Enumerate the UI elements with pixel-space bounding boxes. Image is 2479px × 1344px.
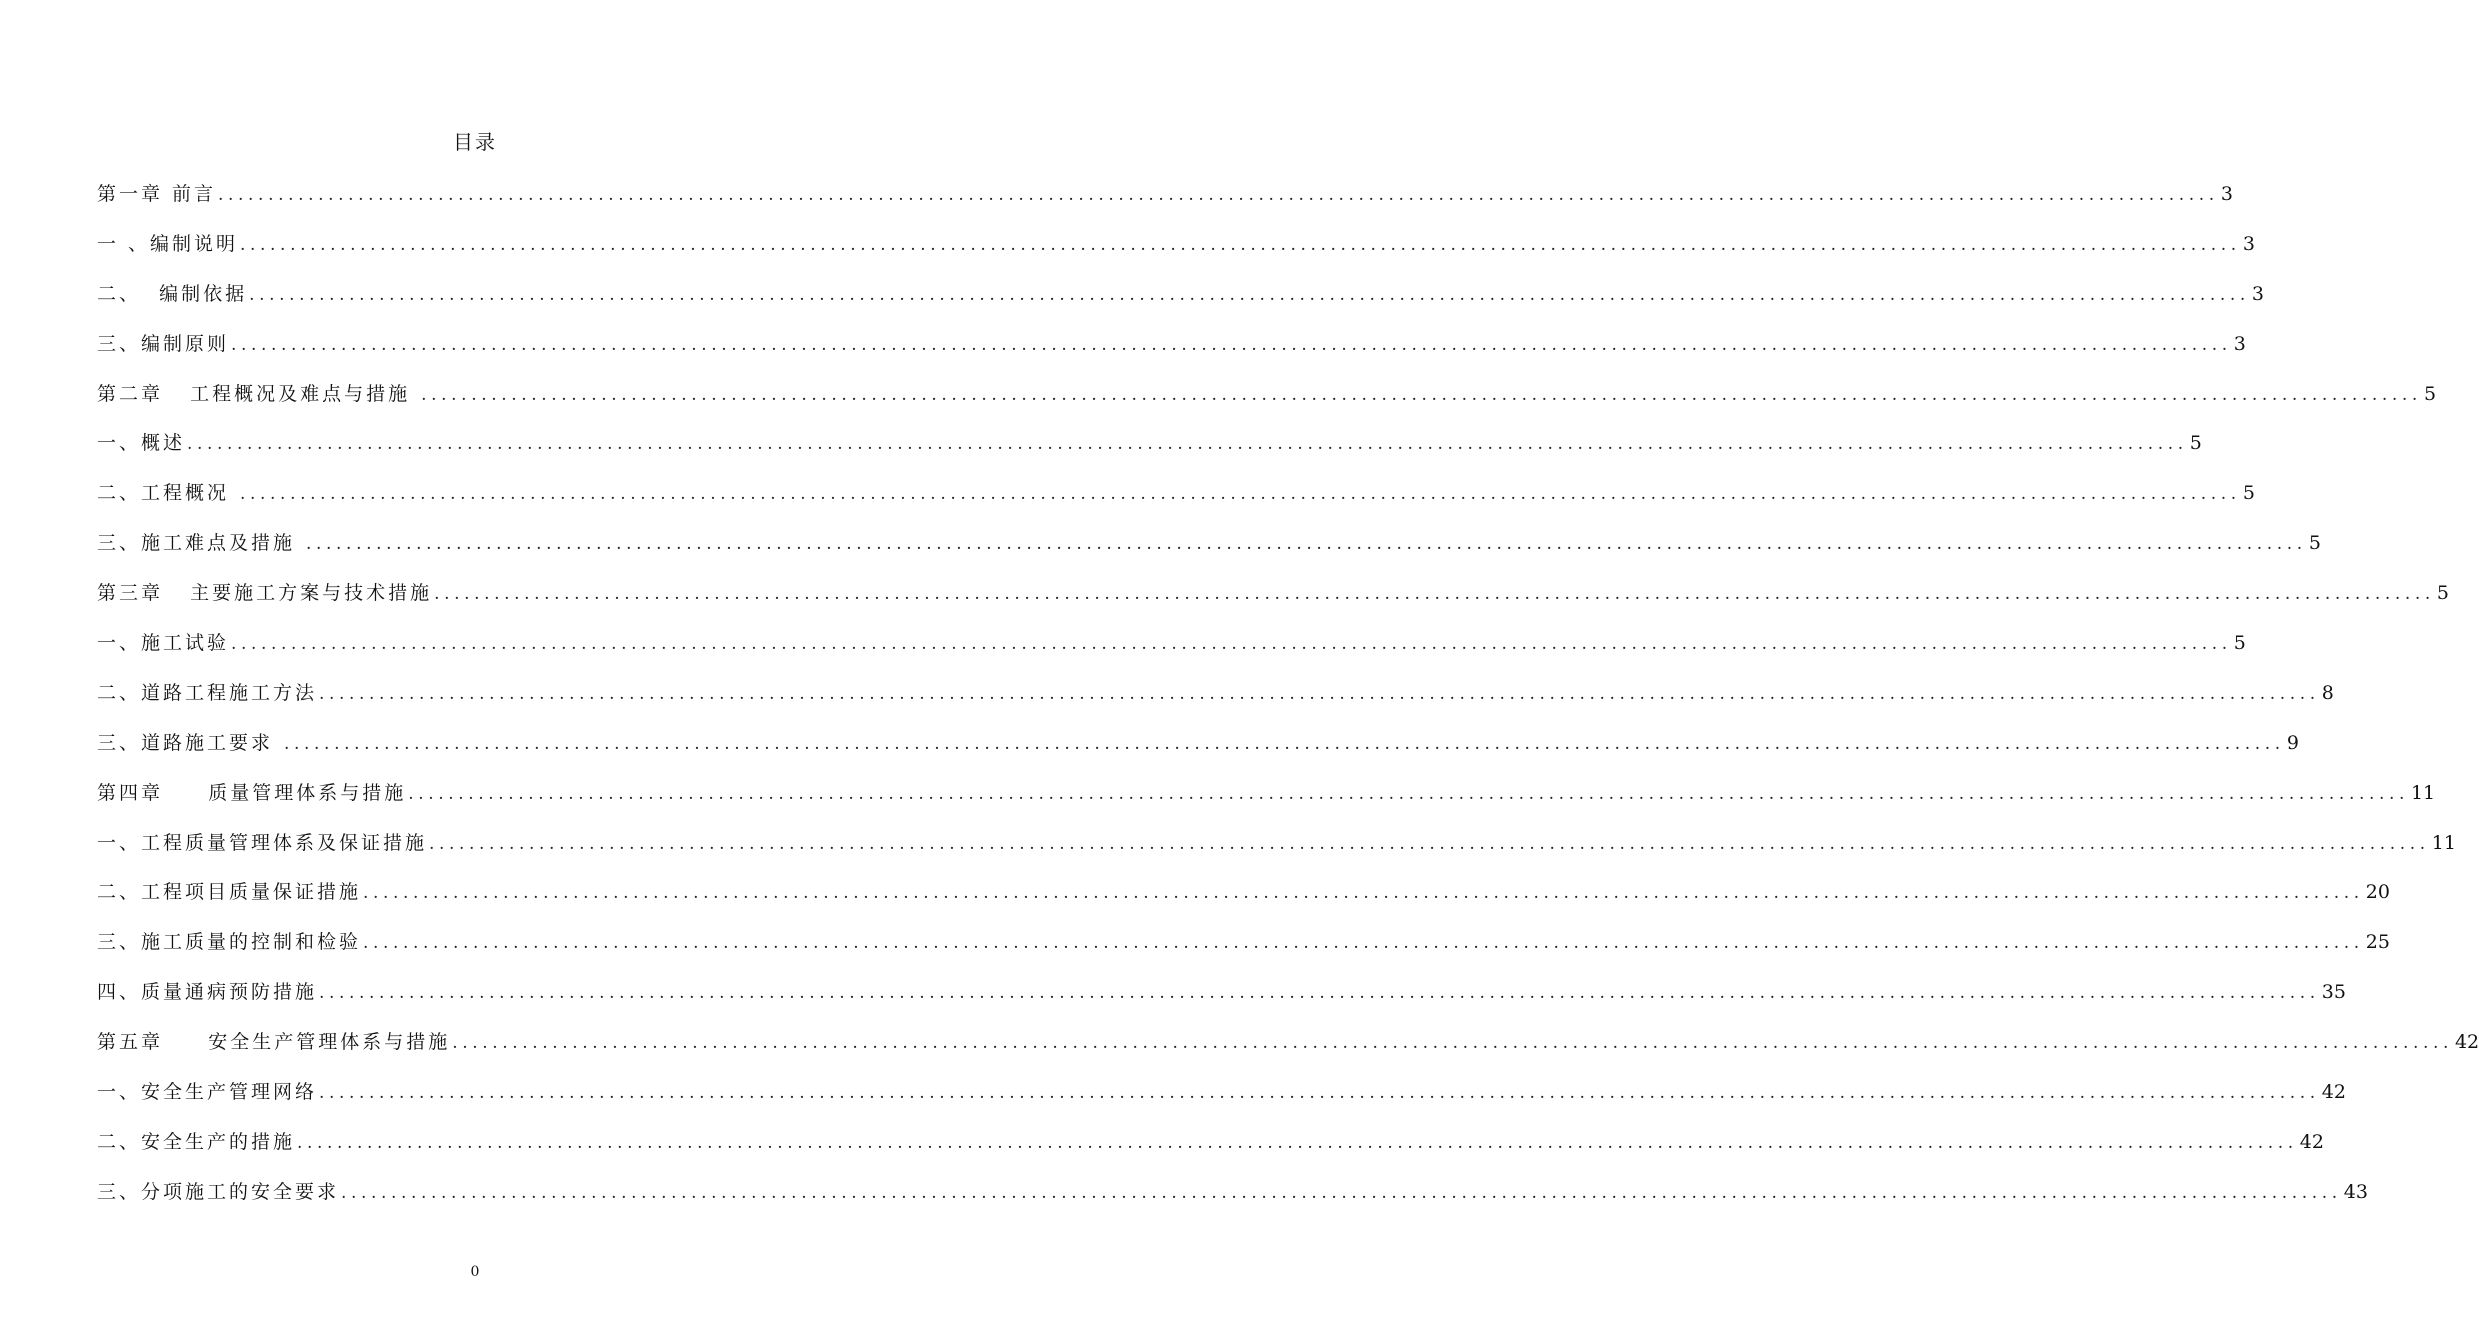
toc-entry-title: 二、 编制依据	[97, 282, 248, 305]
toc-entry-title: 三、施工质量的控制和检验	[97, 931, 362, 954]
toc-entry[interactable]	[97, 525, 2321, 575]
toc-entry-page: 5	[2233, 632, 2246, 655]
toc-entry-title: 二、工程概况	[97, 482, 239, 505]
toc-entry[interactable]	[97, 176, 2233, 226]
toc-leader-dots: ........................................................................................................................................................................................................	[231, 334, 2232, 355]
toc-entry-page: 3	[2220, 183, 2233, 205]
toc-entry-title: 一 、编制说明	[97, 232, 239, 255]
toc-leader-dots: ........................................................................................................................................................................................................	[319, 683, 2320, 704]
toc-leader-dots: ........................................................................................................................................................................................................	[341, 1182, 2342, 1203]
toc-entry-title: 第五章 安全生产管理体系与措施	[97, 1031, 451, 1054]
toc-entry-title: 一、概述	[97, 432, 186, 455]
toc-entry-title: 二、道路工程施工方法	[97, 681, 318, 704]
toc-entry-title: 一、安全生产管理网络	[97, 1081, 318, 1104]
toc-entry[interactable]	[97, 974, 2346, 1024]
toc-entry-title: 第四章 质量管理体系与措施	[97, 781, 407, 804]
toc-entry-title: 三、道路施工要求	[97, 731, 283, 754]
toc-entry-page: 11	[2431, 831, 2456, 854]
toc-entry-page: 42	[2321, 1081, 2346, 1104]
page-number: 0	[470, 1264, 480, 1280]
toc-leader-dots: ........................................................................................................................................................................................................	[297, 1132, 2298, 1153]
toc-leader-dots: ........................................................................................................................................................................................................	[421, 384, 2422, 405]
toc-entry[interactable]	[97, 326, 2246, 376]
toc-leader-dots: ........................................................................................................................................................................................................	[452, 1033, 2453, 1054]
toc-entry-page: 25	[2365, 931, 2390, 954]
toc-leader-dots: ........................................................................................................................................................................................................	[434, 584, 2435, 605]
toc-entry-title: 三、编制原则	[97, 332, 230, 355]
toc-entry-title: 第三章 主要施工方案与技术措施	[97, 582, 433, 605]
toc-entry-title: 第一章 前言	[97, 183, 217, 205]
toc-leader-dots: ........................................................................................................................................................................................................	[240, 484, 2241, 505]
toc-leader-dots: ........................................................................................................................................................................................................	[240, 234, 2241, 255]
toc-leader-dots: ........................................................................................................................................................................................................	[306, 534, 2307, 555]
toc-leader-dots: ........................................................................................................................................................................................................	[363, 883, 2364, 904]
toc-entry-page: 8	[2321, 681, 2334, 704]
toc-entry-title: 三、分项施工的安全要求	[97, 1180, 340, 1203]
toc-entry[interactable]	[97, 924, 2390, 974]
toc-leader-dots: ........................................................................................................................................................................................................	[319, 1083, 2320, 1104]
toc-entry[interactable]	[97, 775, 2436, 825]
toc-entry-page: 11	[2410, 781, 2436, 804]
toc-entry-page: 20	[2365, 881, 2390, 904]
toc-leader-dots: ........................................................................................................................................................................................................	[249, 284, 2250, 305]
toc-leader-dots: ........................................................................................................................................................................................................	[319, 983, 2320, 1004]
toc-entry-page: 42	[2454, 1031, 2479, 1054]
toc-leader-dots: ........................................................................................................................................................................................................	[187, 434, 2188, 455]
toc-entry-page: 35	[2321, 981, 2346, 1004]
toc-entry[interactable]	[97, 376, 2437, 426]
toc-entry-title: 四、质量通病预防措施	[97, 981, 318, 1004]
toc-entry-page: 5	[2423, 382, 2437, 405]
toc-leader-dots: ........................................................................................................................................................................................................	[408, 783, 2409, 804]
toc-leader-dots: ........................................................................................................................................................................................................	[429, 833, 2430, 854]
toc-leader-dots: ........................................................................................................................................................................................................	[218, 185, 2219, 205]
toc-entry[interactable]	[97, 276, 2264, 326]
toc-entry[interactable]	[97, 675, 2334, 725]
toc-entry[interactable]	[97, 226, 2255, 276]
toc-entry-page: 5	[2308, 532, 2321, 555]
toc-entry-page: 5	[2436, 582, 2449, 605]
toc-entry[interactable]	[97, 475, 2255, 525]
toc-entry-page: 3	[2233, 332, 2246, 355]
toc-list	[97, 176, 2479, 1224]
toc-entry-page: 9	[2286, 731, 2299, 754]
toc-leader-dots: ........................................................................................................................................................................................................	[363, 933, 2364, 954]
toc-entry-page: 3	[2251, 282, 2264, 305]
toc-entry[interactable]	[97, 725, 2299, 775]
toc-entry-page: 3	[2242, 232, 2255, 255]
toc-title: 目录	[453, 130, 497, 154]
toc-entry-title: 一、施工试验	[97, 632, 230, 655]
toc-entry-title: 一、工程质量管理体系及保证措施	[97, 831, 428, 854]
toc-entry[interactable]	[97, 425, 2202, 475]
toc-entry[interactable]	[97, 1074, 2346, 1124]
toc-entry-title: 第二章 工程概况及难点与措施	[97, 382, 420, 405]
toc-entry-page: 43	[2343, 1180, 2368, 1203]
toc-entry-title: 二、安全生产的措施	[97, 1130, 296, 1153]
toc-entry-page: 42	[2299, 1130, 2324, 1153]
toc-entry[interactable]	[97, 1174, 2368, 1224]
toc-entry[interactable]	[97, 1124, 2324, 1174]
toc-entry-page: 5	[2189, 432, 2202, 455]
toc-leader-dots: ........................................................................................................................................................................................................	[231, 634, 2232, 655]
toc-entry-page: 5	[2242, 482, 2255, 505]
toc-entry-title: 二、工程项目质量保证措施	[97, 881, 362, 904]
toc-entry[interactable]	[97, 825, 2456, 875]
toc-entry[interactable]	[97, 625, 2246, 675]
toc-entry[interactable]	[97, 874, 2390, 924]
toc-entry[interactable]	[97, 1024, 2479, 1074]
toc-entry-title: 三、施工难点及措施	[97, 532, 305, 555]
toc-entry[interactable]	[97, 575, 2449, 625]
toc-leader-dots: ........................................................................................................................................................................................................	[284, 733, 2285, 754]
